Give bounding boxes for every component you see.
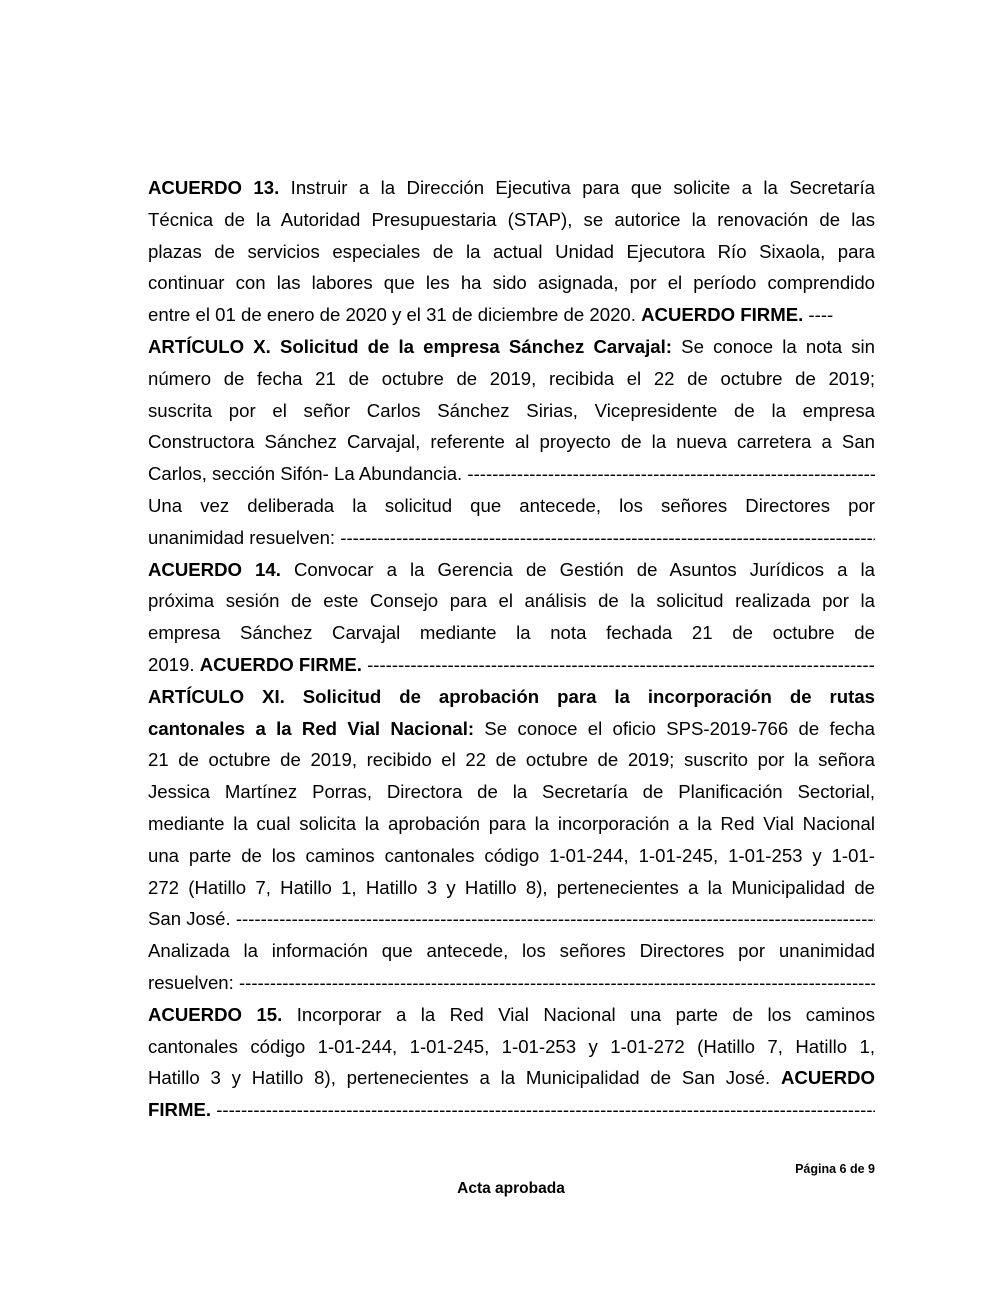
- text-run: ----: [803, 304, 834, 326]
- text-line: [148, 808, 875, 840]
- bold-text: FIRME.: [148, 1099, 212, 1121]
- text-run: Hatillo 3 y Hatillo 8), pertenecientes a la Municipalidad de San José.: [148, 1067, 781, 1089]
- text-run: Convocar a la Gerencia de Gestión de Asuntos Jurídicos a la: [280, 558, 875, 580]
- text-line: [148, 267, 875, 299]
- footer-status: Acta aprobada: [457, 1180, 565, 1197]
- text-line: [148, 522, 875, 554]
- text-run: 2019.: [148, 653, 200, 675]
- text-run: mediante la cual solicita la aprobación para la incorporación a la Red Vial Nacional: [148, 812, 875, 834]
- text-line: [148, 776, 875, 808]
- text-run: [211, 1099, 216, 1120]
- text-run: 272 (Hatillo 7, Hatillo 1, Hatillo 3 y Hatillo 8), pertenecientes a la Municipalidad de: [148, 876, 875, 898]
- document-body: [148, 172, 875, 1126]
- text-line: [148, 935, 875, 967]
- text-line: [148, 1062, 875, 1094]
- text-line: [148, 681, 875, 713]
- text-run: San José.: [148, 908, 236, 930]
- text-line: [148, 617, 875, 649]
- text-line: [148, 744, 875, 776]
- text-run: continuar con las labores que les ha sido asignada, por el período comprendido: [148, 272, 875, 294]
- text-line: [148, 458, 875, 490]
- text-run: unanimidad resuelven:: [148, 526, 341, 548]
- text-line: [148, 363, 875, 395]
- text-run: resuelven:: [148, 971, 239, 993]
- text-line: [148, 713, 875, 745]
- text-line: [148, 490, 875, 522]
- bold-text: ACUERDO FIRME.: [199, 653, 362, 675]
- text-line: [148, 1031, 875, 1063]
- text-run: Se conoce el oficio SPS-2019-766 de fecha: [474, 717, 875, 739]
- text-line: [148, 999, 875, 1031]
- text-run: Instruir a la Dirección Ejecutiva para que solicite a la Secretaría: [279, 177, 875, 198]
- text-line: [148, 554, 875, 586]
- text-run: Se conoce la nota sin: [672, 335, 875, 357]
- bold-text: ACUERDO FIRME.: [641, 304, 804, 326]
- page-number: Página 6 de 9: [795, 1162, 875, 1176]
- bold-text: ARTÍCULO XI. Solicitud de aprobación para la incorporación de rutas: [148, 685, 875, 707]
- text-run: número de fecha 21 de octubre de 2019, recibida el 22 de octubre de 2019;: [148, 367, 875, 389]
- text-run: Una vez deliberada la solicitud que antecede, los señores Directores por: [148, 494, 875, 516]
- text-line: [148, 872, 875, 904]
- bold-text: ACUERDO: [780, 1067, 875, 1089]
- text-line: [148, 172, 875, 204]
- text-run: una parte de los caminos cantonales código 1-01-244, 1-01-245, 1-01-253 y 1-01-: [148, 844, 875, 866]
- text-run: empresa Sánchez Carvajal mediante la nota fechada 21 de octubre de: [148, 622, 875, 644]
- bold-text: ACUERDO 15.: [148, 1003, 283, 1025]
- text-line: [148, 585, 875, 617]
- text-run: [362, 654, 367, 675]
- text-run: Jessica Martínez Porras, Directora de la Secretaría de Planificación Sectorial,: [148, 781, 875, 803]
- text-line: [148, 840, 875, 872]
- text-run: Incorporar a la Red Vial Nacional una parte de los caminos: [282, 1003, 875, 1025]
- bold-text: ACUERDO 13.: [148, 177, 280, 198]
- bold-text: ACUERDO 14.: [148, 558, 281, 580]
- text-run: 21 de octubre de 2019, recibido el 22 de octubre de 2019; suscrito por la señora: [148, 749, 875, 771]
- text-run: plazas de servicios especiales de la actual Unidad Ejecutora Río Sixaola, para: [148, 240, 875, 262]
- text-run: Constructora Sánchez Carvajal, referente al proyecto de la nueva carretera a San: [148, 431, 875, 453]
- text-line: [148, 426, 875, 458]
- text-run: Analizada la información que antecede, los señores Directores por unanimidad: [148, 940, 875, 962]
- text-line: [148, 649, 875, 681]
- text-line: [148, 299, 875, 331]
- text-line: [148, 395, 875, 427]
- text-line: [148, 967, 875, 999]
- text-run: Carlos, sección Sifón- La Abundancia.: [148, 463, 468, 485]
- bold-text: ARTÍCULO X. Solicitud de la empresa Sánchez Carvajal:: [148, 335, 673, 357]
- text-line: [148, 1094, 875, 1126]
- text-run: cantonales código 1-01-244, 1-01-245, 1-01-253 y 1-01-272 (Hatillo 7, Hatillo 1,: [148, 1035, 875, 1057]
- text-line: [148, 236, 875, 268]
- text-line: [148, 331, 875, 363]
- text-line: [148, 903, 875, 935]
- text-run: entre el 01 de enero de 2020 y el 31 de diciembre de 2020.: [148, 304, 642, 326]
- bold-text: cantonales a la Red Vial Nacional:: [148, 717, 475, 739]
- text-run: suscrita por el señor Carlos Sánchez Sirias, Vicepresidente de la empresa: [148, 399, 875, 421]
- text-run: Técnica de la Autoridad Presupuestaria (STAP), se autorice la renovación de las: [148, 208, 875, 230]
- text-line: [148, 204, 875, 236]
- text-run: próxima sesión de este Consejo para el análisis de la solicitud realizada por la: [148, 590, 875, 612]
